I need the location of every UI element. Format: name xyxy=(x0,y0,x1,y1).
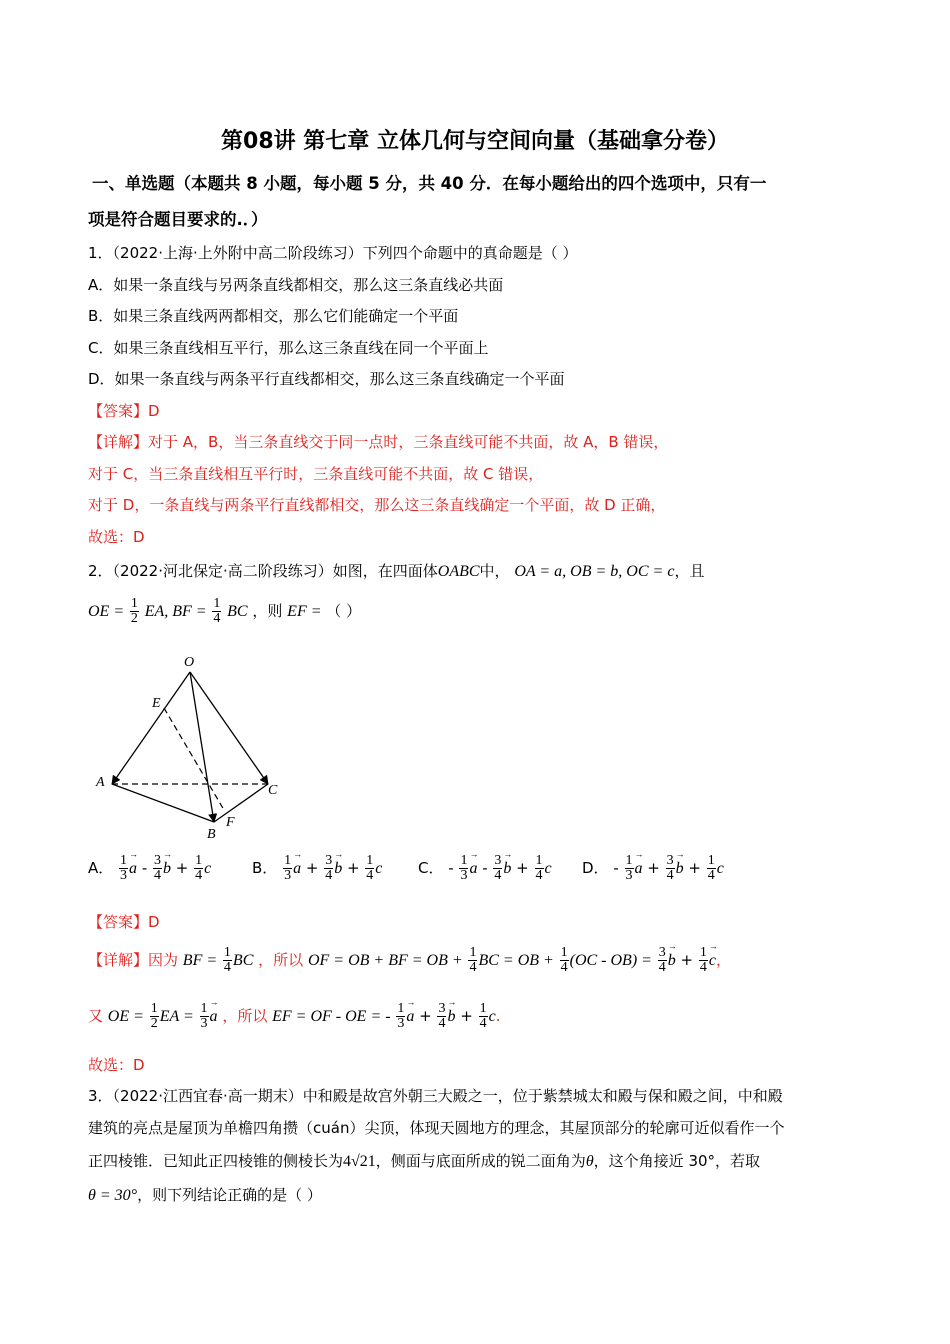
q2-answer: 【答案】D xyxy=(88,913,160,931)
edge-BC xyxy=(214,784,268,822)
edge-OA xyxy=(112,672,190,784)
q2-option-c: C． - $\frac{1}{3}$ → a - $\frac{3}{4}$ → b + $\frac{1}{4}$ c xyxy=(418,854,552,883)
section-heading-cont: 项是符合题目要求的.．） xyxy=(88,210,268,229)
q2-detail-1: 【详解】因为 BF = $\frac{1}{4}$ BC ，所以 OF = OB + BF = OB + $\frac{1}{4}$ BC = OB + $\frac{1}{4}$ (OC - OB) = $\frac{3}{4}$ → b + $\frac{1}{4}$ → c， xyxy=(88,946,731,975)
label-C: C xyxy=(268,783,278,798)
q3-line-4: θ = 30°，则下列结论正确的是（ ） xyxy=(88,1186,322,1204)
label-F: F xyxy=(226,815,235,830)
label-A: A xyxy=(96,775,105,790)
q1-option-d: D．如果一条直线与两条平行直线都相交，那么这三条直线确定一个平面 xyxy=(88,370,565,388)
q1-answer: 【答案】D xyxy=(88,402,160,420)
q1-option-a: A．如果一条直线与另两条直线都相交，那么这三条直线必共面 xyxy=(88,276,504,294)
label-O: O xyxy=(184,655,195,670)
q1-option-b: B．如果三条直线两两都相交，那么它们能确定一个平面 xyxy=(88,307,459,325)
q2-conclusion: 故选：D xyxy=(88,1056,145,1074)
edge-OC xyxy=(190,672,268,784)
label-E: E xyxy=(152,696,161,711)
segment-EF xyxy=(164,708,224,810)
q1-detail-1: 【详解】对于 A，B，当三条直线交于同一点时，三条直线可能不共面，故 A，B 错误， xyxy=(88,433,669,451)
edge-AB xyxy=(112,784,214,822)
q2-condition: OE = $\frac{1}{2}$ EA, BF = $\frac{1}{4}$ BC ，则 EF = （ ） xyxy=(88,596,362,626)
q1-stem: 1．（2022·上海·上外附中高二阶段练习）下列四个命题中的真命题是（ ） xyxy=(88,244,578,262)
q3-line-1: 3．（2022·江西宜春·高一期末）中和殿是故宫外朝三大殿之一，位于紫禁城太和殿与保和殿之间，中和殿 xyxy=(88,1087,783,1105)
q3-line-3: 正四棱锥．已知此正四棱锥的侧棱长为4√21，侧面与底面所成的锐二面角为θ，这个角接近 30°，若取 xyxy=(88,1152,761,1170)
page-title: 第08讲 第七章 立体几何与空间向量（基础拿分卷） xyxy=(221,129,729,154)
q1-detail-4: 故选：D xyxy=(88,528,145,546)
q1-detail-3: 对于 D，一条直线与两条平行直线都相交，那么这三条直线确定一个平面，故 D 正确， xyxy=(88,496,666,514)
q1-detail-2: 对于 C，当三条直线相互平行时，三条直线可能不共面，故 C 错误， xyxy=(88,465,544,483)
tetrahedron-figure xyxy=(90,652,290,842)
label-B: B xyxy=(207,827,216,842)
q2-stem: 2．（2022·河北保定·高二阶段练习）如图，在四面体OABC中， OA = a, OB = b, OC = c，且 xyxy=(88,562,705,580)
section-heading: 一、单选题（本题共 8 小题，每小题 5 分，共 40 分．在每小题给出的四个选项中，只有一 xyxy=(92,174,767,193)
q1-option-c: C．如果三条直线相互平行，那么这三条直线在同一个平面上 xyxy=(88,339,489,357)
q2-detail-2: 又 OE = $\frac{1}{2}$ EA = $\frac{1}{3}$ → a ，所以 EF = OF - OE = - $\frac{1}{3}$ → a + $\frac{3}{4}$ → b + $\frac{1}{4}$ c. xyxy=(88,1002,500,1031)
q2-option-b: B． $\frac{1}{3}$ → a + $\frac{3}{4}$ → b + $\frac{1}{4}$ c xyxy=(252,854,382,883)
q2-option-a: A． $\frac{1}{3}$ → a - $\frac{3}{4}$ → b + $\frac{1}{4}$ c xyxy=(88,854,211,883)
q3-line-2: 建筑的亮点是屋顶为单檐四角攒（cuán）尖顶，体现天圆地方的理念，其屋顶部分的轮廓可近似看作一个 xyxy=(88,1119,785,1137)
edge-OB xyxy=(190,672,214,822)
q2-option-d: D． - $\frac{1}{3}$ → a + $\frac{3}{4}$ → b + $\frac{1}{4}$ c xyxy=(582,854,724,883)
